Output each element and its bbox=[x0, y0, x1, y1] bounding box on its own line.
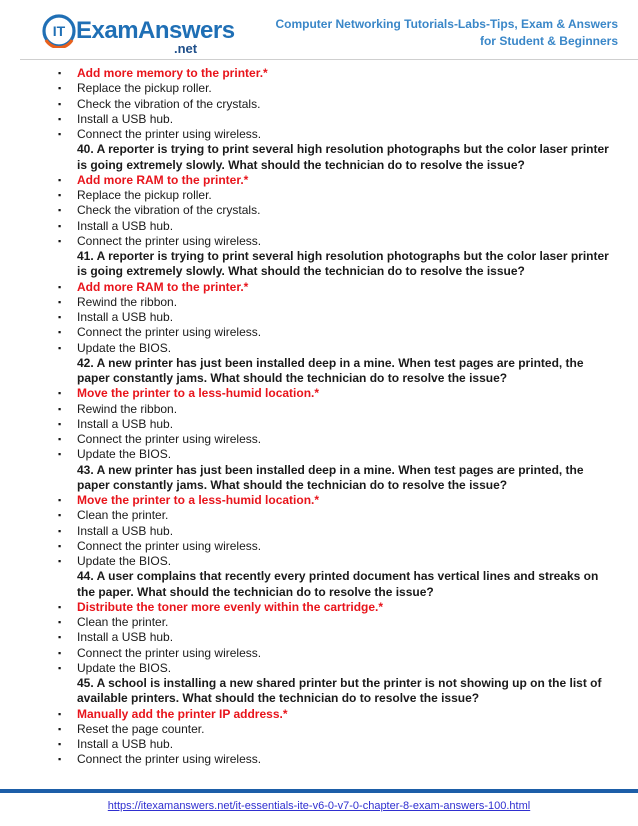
answer-text: Clean the printer. bbox=[77, 508, 169, 523]
square-bullet-icon: ▪ bbox=[58, 403, 62, 414]
answer-option bbox=[58, 97, 558, 112]
answer-option-correct bbox=[58, 386, 558, 401]
correct-answer-text: Move the printer to a less-humid location.* bbox=[77, 493, 320, 507]
answer-option-correct bbox=[58, 493, 558, 508]
square-bullet-icon: ▪ bbox=[58, 449, 62, 460]
square-bullet-icon: ▪ bbox=[58, 388, 62, 399]
answer-option bbox=[58, 310, 558, 325]
question-text: 44. A user complains that recently every printed document has vertical lines and streaks on bbox=[77, 569, 599, 584]
answer-text: Connect the printer using wireless. bbox=[77, 752, 262, 767]
correct-answer-text: Distribute the toner more evenly within the cartridge.* bbox=[77, 599, 384, 614]
square-bullet-icon: ▪ bbox=[58, 525, 62, 536]
question-text-line bbox=[58, 569, 599, 584]
answer-text: Connect the printer using wireless. bbox=[77, 127, 262, 141]
answer-option bbox=[58, 432, 558, 447]
question-text: 45. A school is installing a new shared printer but the printer is not showing up on the list of bbox=[77, 676, 602, 690]
site-tagline bbox=[275, 16, 618, 50]
correct-answer-text: Manually add the printer IP address.* bbox=[77, 706, 288, 721]
it-badge-text: IT bbox=[52, 23, 66, 39]
correct-answer-text: Add more RAM to the printer.* bbox=[77, 172, 249, 187]
question-text: the paper. What should the technician do to resolve the issue? bbox=[77, 584, 434, 599]
square-bullet-icon: ▪ bbox=[58, 129, 62, 139]
answer-option-correct bbox=[58, 173, 558, 188]
answer-option bbox=[58, 447, 558, 462]
answer-option bbox=[58, 188, 558, 203]
square-bullet-icon: ▪ bbox=[58, 418, 62, 429]
question-text-line bbox=[58, 264, 558, 279]
square-bullet-icon: ▪ bbox=[58, 708, 62, 719]
square-bullet-icon: ▪ bbox=[58, 342, 62, 353]
footer-source-link[interactable]: https://itexamanswers.net/it-essentials-ite-v6-0-v7-0-chapter-8-exam-answers-100.html bbox=[107, 800, 531, 812]
question-text: paper constantly jams. What should the technician do to resolve the issue? bbox=[77, 371, 508, 385]
question-text-line bbox=[58, 371, 558, 386]
logo-wordmark: ExamAnswers bbox=[76, 17, 235, 44]
answer-text: Rewind the ribbon. bbox=[77, 294, 178, 309]
square-bullet-icon: ▪ bbox=[58, 220, 62, 231]
logo-suffix: .net bbox=[174, 41, 198, 56]
square-bullet-icon: ▪ bbox=[58, 632, 62, 643]
answer-text: Check the vibration of the crystals. bbox=[77, 203, 261, 218]
square-bullet-icon: ▪ bbox=[58, 601, 62, 612]
answer-option bbox=[58, 508, 558, 523]
square-bullet-icon: ▪ bbox=[58, 83, 62, 94]
answer-option bbox=[58, 615, 558, 630]
answer-option bbox=[58, 127, 558, 142]
question-text-line bbox=[58, 158, 558, 173]
answer-text: Install a USB hub. bbox=[77, 310, 174, 324]
question-text: paper constantly jams. What should the technician do to resolve the issue? bbox=[77, 477, 508, 492]
square-bullet-icon: ▪ bbox=[58, 296, 62, 307]
answer-text: Replace the pickup roller. bbox=[77, 188, 212, 202]
correct-answer-text: Move the printer to a less-humid location.* bbox=[77, 386, 320, 401]
footer-bar bbox=[0, 789, 638, 793]
answer-option bbox=[58, 554, 558, 569]
question-text-line bbox=[58, 676, 602, 691]
answer-text: Install a USB hub. bbox=[77, 416, 174, 431]
question-text: is going extremely slowly. What should the technician do to resolve the issue? bbox=[77, 157, 525, 172]
question-text: available printers. What should the technician do to resolve the issue? bbox=[77, 691, 480, 706]
answer-text: Connect the printer using wireless. bbox=[77, 645, 262, 660]
answer-option bbox=[58, 737, 558, 752]
answer-option bbox=[58, 341, 558, 356]
question-text-line bbox=[58, 355, 584, 371]
answer-option bbox=[58, 417, 558, 432]
square-bullet-icon: ▪ bbox=[58, 190, 62, 200]
answer-text: Connect the printer using wireless. bbox=[77, 432, 262, 446]
answer-text: Install a USB hub. bbox=[77, 218, 174, 233]
answer-option bbox=[58, 524, 558, 539]
square-bullet-icon: ▪ bbox=[58, 495, 62, 505]
square-bullet-icon: ▪ bbox=[58, 327, 62, 338]
answer-option bbox=[58, 234, 558, 249]
answer-option bbox=[58, 630, 558, 645]
answer-text: Reset the page counter. bbox=[77, 721, 205, 736]
answer-text: Rewind the ribbon. bbox=[77, 401, 178, 416]
square-bullet-icon: ▪ bbox=[58, 68, 62, 78]
question-text: 43. A new printer has just been installed deep in a mine. When test pages are printed, the bbox=[77, 462, 584, 477]
page-header bbox=[0, 0, 638, 66]
square-bullet-icon: ▪ bbox=[58, 739, 62, 749]
it-badge-icon bbox=[42, 14, 76, 48]
answer-text: Connect the printer using wireless. bbox=[77, 538, 262, 553]
correct-answer-text: Add more RAM to the printer.* bbox=[77, 279, 249, 294]
answer-text: Update the BIOS. bbox=[77, 554, 172, 568]
answer-text: Connect the printer using wireless. bbox=[77, 233, 262, 248]
question-text: 42. A new printer has just been installed deep in a mine. When test pages are printed, the bbox=[77, 355, 584, 370]
answer-option bbox=[58, 722, 558, 737]
correct-answer-text: Add more memory to the printer.* bbox=[77, 66, 268, 80]
square-bullet-icon: ▪ bbox=[58, 723, 62, 734]
answer-option-correct bbox=[58, 280, 558, 295]
question-text-line bbox=[58, 462, 584, 478]
answer-option bbox=[58, 539, 558, 554]
answer-text: Update the BIOS. bbox=[77, 447, 172, 462]
answer-text: Update the BIOS. bbox=[77, 660, 172, 675]
question-text: 40. A reporter is trying to print several high resolution photographs but the color laser printer bbox=[77, 142, 609, 157]
square-bullet-icon: ▪ bbox=[58, 617, 62, 627]
answer-text: Install a USB hub. bbox=[77, 737, 174, 751]
question-text-line bbox=[58, 691, 558, 706]
answer-option-correct bbox=[58, 600, 558, 615]
answer-option bbox=[58, 112, 558, 127]
square-bullet-icon: ▪ bbox=[58, 540, 62, 551]
square-bullet-icon: ▪ bbox=[58, 647, 62, 658]
answer-text: Replace the pickup roller. bbox=[77, 81, 212, 96]
square-bullet-icon: ▪ bbox=[58, 510, 62, 521]
answer-option bbox=[58, 81, 558, 96]
answer-option bbox=[58, 646, 558, 661]
question-text: 41. A reporter is trying to print several high resolution photographs but the color laser printer bbox=[77, 249, 609, 263]
square-bullet-icon: ▪ bbox=[58, 434, 62, 444]
answer-text: Install a USB hub. bbox=[77, 111, 174, 126]
answer-text: Check the vibration of the crystals. bbox=[77, 96, 261, 111]
question-text-line bbox=[58, 478, 558, 493]
question-text-line bbox=[58, 142, 609, 157]
answer-text: Clean the printer. bbox=[77, 615, 169, 629]
square-bullet-icon: ▪ bbox=[58, 556, 62, 566]
answer-option bbox=[58, 752, 558, 767]
answer-option bbox=[58, 325, 558, 340]
square-bullet-icon: ▪ bbox=[58, 174, 62, 185]
square-bullet-icon: ▪ bbox=[58, 662, 62, 673]
answer-option bbox=[58, 661, 558, 676]
tagline-line-1: Computer Networking Tutorials-Labs-Tips, Exam & Answers bbox=[275, 17, 618, 31]
answer-option bbox=[58, 402, 558, 417]
question-text: is going extremely slowly. What should the technician do to resolve the issue? bbox=[77, 264, 525, 279]
question-text-line bbox=[58, 249, 609, 264]
question-list bbox=[58, 66, 609, 768]
square-bullet-icon: ▪ bbox=[58, 754, 62, 765]
square-bullet-icon: ▪ bbox=[58, 113, 62, 124]
answer-text: Install a USB hub. bbox=[77, 630, 174, 645]
answer-option bbox=[58, 203, 558, 218]
answer-option-correct bbox=[58, 66, 558, 81]
answer-option bbox=[58, 295, 558, 310]
tagline-line-2: for Student & Beginners bbox=[479, 34, 618, 48]
question-text-line bbox=[58, 585, 558, 600]
answer-option-correct bbox=[58, 707, 558, 722]
header-divider bbox=[20, 59, 638, 60]
answer-text: Update the BIOS. bbox=[77, 340, 172, 355]
square-bullet-icon: ▪ bbox=[58, 235, 62, 246]
square-bullet-icon: ▪ bbox=[58, 98, 62, 109]
site-logo[interactable] bbox=[42, 14, 235, 58]
answer-text: Connect the printer using wireless. bbox=[77, 325, 262, 340]
answer-text: Install a USB hub. bbox=[77, 523, 174, 538]
square-bullet-icon: ▪ bbox=[58, 281, 62, 292]
square-bullet-icon: ▪ bbox=[58, 312, 62, 322]
square-bullet-icon: ▪ bbox=[58, 205, 62, 216]
answer-option bbox=[58, 219, 558, 234]
